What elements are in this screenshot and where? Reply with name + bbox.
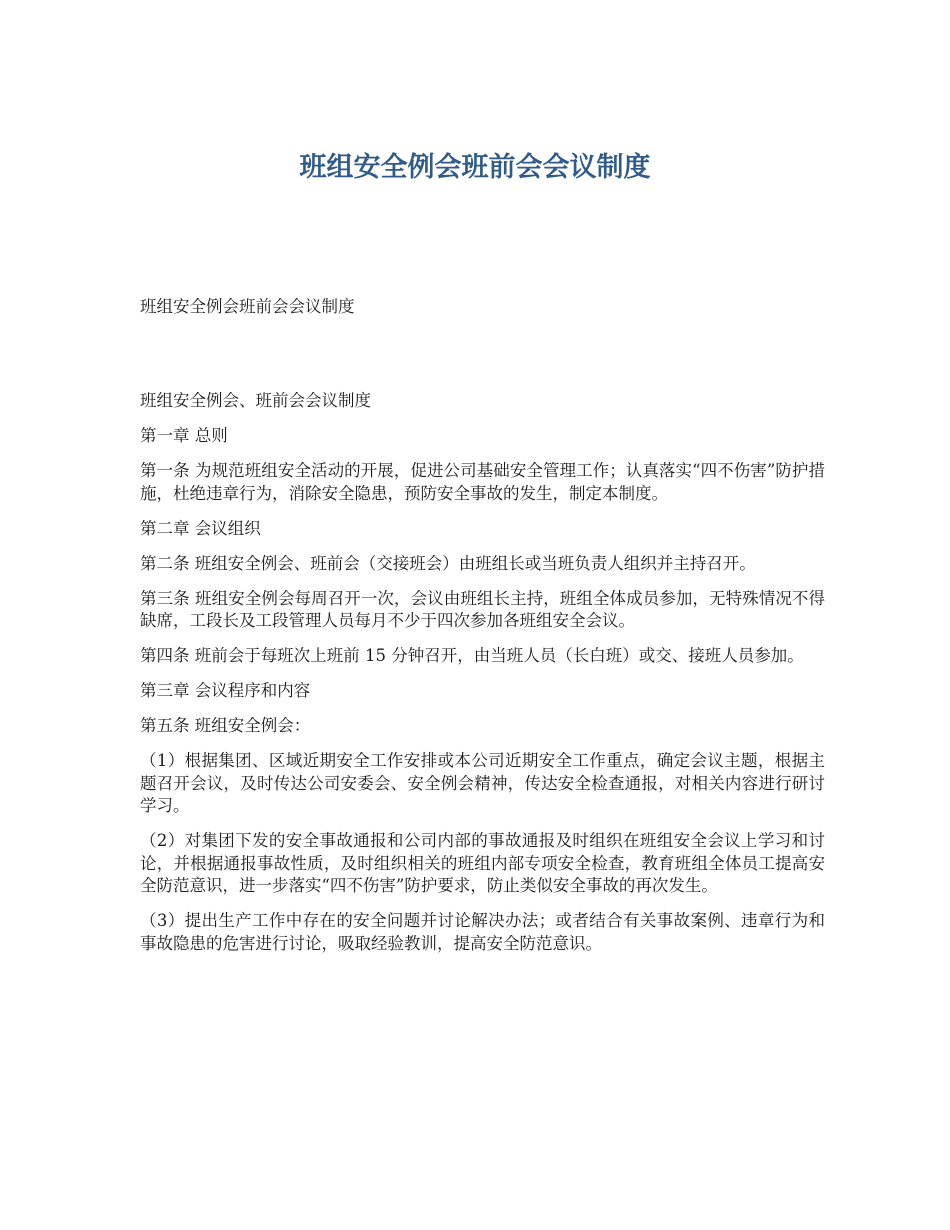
document-title: 班组安全例会班前会会议制度 [299,152,651,183]
article-paragraph: 第二条 班组安全例会、班前会（交接班会）由班组长或当班负责人组织并主持召开。 [140,553,756,573]
section-heading: 班组安全例会、班前会会议制度 [140,391,371,410]
list-item: （1）根据集团、区域近期安全工作安排或本公司近期安全工作重点，确定会议主题，根据主题召开会议，及时传达公司安委会、安全例会精神，传达安全检查通报，对相关内容进行研讨学习。 [140,751,825,815]
chapter-heading: 第二章 会议组织 [140,518,261,538]
list-item: （2）对集团下发的安全事故通报和公司内部的事故通报及时组织在班组安全会议上学习和讨论，并根据通报事故性质，及时组织相关的班组内部专项安全检查，教育班组全体员工提高安全防范意识，进一步落实“四不伤害”防护要求，防止类似安全事故的再次发生。 [140,831,825,895]
article-paragraph: 第四条 班前会于每班次上班前 15 分钟召开，由当班人员（长白班）或交、接班人员参加。 [140,646,804,665]
document-body [140,390,825,968]
list-item: （3）提出生产工作中存在的安全问题并讨论解决办法；或者结合有关事故案例、违章行为和事故隐患的危害进行讨论，吸取经验教训，提高安全防范意识。 [140,911,825,953]
article-paragraph: 第五条 班组安全例会： [140,716,311,735]
document-subtitle: 班组安全例会班前会会议制度 [140,297,355,316]
chapter-heading: 第三章 会议程序和内容 [140,681,311,700]
article-paragraph: 第三条 班组安全例会每周召开一次，会议由班组长主持，班组全体成员参加，无特殊情况不得缺席，工段长及工段管理人员每月不少于四次参加各班组安全会议。 [140,588,825,630]
chapter-heading: 第一章 总则 [140,426,228,445]
article-paragraph: 第一条 为规范班组安全活动的开展，促进公司基础安全管理工作；认真落实“四不伤害”防护措施，杜绝违章行为，消除安全隐患，预防安全事故的发生，制定本制度。 [140,461,825,503]
